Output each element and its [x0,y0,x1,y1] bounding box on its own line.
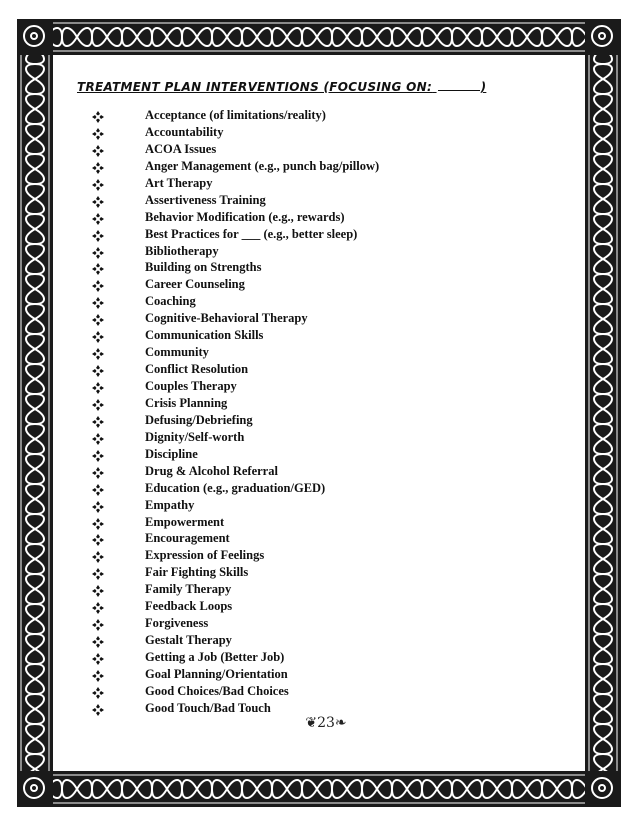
diamond-bullet-icon [92,379,104,391]
diamond-bullet-icon [92,531,104,543]
list-item [92,598,532,615]
list-item-label: Crisis Planning [145,395,228,410]
heading-text: TREATMENT PLAN INTERVENTIONS (FOCUSING ON: [77,80,433,94]
diamond-bullet-icon [92,125,104,137]
corner-ornament-top-right [585,19,621,55]
chain-pattern-top [17,19,621,55]
list-item-label: Fair Fighting Skills [145,565,249,580]
list-item [92,124,532,141]
list-item-label: Communication Skills [145,328,264,343]
page-number [286,715,366,731]
list-item [92,243,532,260]
diamond-bullet-icon [92,447,104,459]
diamond-bullet-icon [92,701,104,713]
list-item [92,666,532,683]
diamond-bullet-icon [92,176,104,188]
diamond-bullet-icon [92,430,104,442]
list-item-label: Education (e.g., graduation/GED) [145,480,326,495]
diamond-bullet-icon [92,633,104,645]
list-item-label: Good Choices/Bad Choices [145,683,289,698]
list-item-label: Cognitive-Behavioral Therapy [145,311,308,326]
list-item-label: Drug & Alcohol Referral [145,463,278,478]
diamond-bullet-icon [92,413,104,425]
list-item [92,395,532,412]
diamond-bullet-icon [92,599,104,611]
corner-ornament-bottom-left [17,771,53,807]
diamond-bullet-icon [92,565,104,577]
list-item [92,361,532,378]
diamond-bullet-icon [92,464,104,476]
list-item-label: Community [145,345,209,360]
list-item [92,141,532,158]
diamond-bullet-icon [92,277,104,289]
list-item [92,649,532,666]
list-item-label: Empathy [145,497,195,512]
diamond-bullet-icon [92,498,104,510]
list-item-label: Goal Planning/Orientation [145,666,288,681]
list-item-label: Assertiveness Training [145,192,266,207]
list-item-label: Behavior Modification (e.g., rewards) [145,209,345,224]
list-item [92,497,532,514]
list-item-label: Accountability [145,124,224,139]
diamond-bullet-icon [92,142,104,154]
list-item-label: Expression of Feelings [145,548,265,563]
list-item-label: Art Therapy [145,175,213,190]
interventions-list [92,107,532,717]
list-item-label: Encouragement [145,531,230,546]
list-item-label: Best Practices for ___ (e.g., better sleep) [145,226,358,241]
list-item [92,683,532,700]
list-item [92,378,532,395]
list-item [92,344,532,361]
list-item [92,412,532,429]
border-bottom-chain [17,771,621,807]
diamond-bullet-icon [92,362,104,374]
list-item-label: Dignity/Self-worth [145,429,245,444]
diamond-bullet-icon [92,548,104,560]
list-item-label: Defusing/Debriefing [145,412,253,427]
list-item-label: Empowerment [145,514,225,529]
page-number-left-ornament: ❦ [305,715,318,731]
corner-ornament-top-left [17,19,53,55]
page-heading [77,80,486,94]
chain-pattern-right [585,19,621,807]
diamond-bullet-icon [92,667,104,679]
chain-pattern-bottom [17,771,621,807]
diamond-bullet-icon [92,396,104,408]
list-item [92,446,532,463]
list-item-label: Acceptance (of limitations/reality) [145,108,326,122]
diamond-bullet-icon [92,515,104,527]
border-left-chain [17,19,53,807]
list-item [92,581,532,598]
page-number-value: 23 [317,715,335,731]
list-item [92,158,532,175]
list-item [92,547,532,564]
diamond-bullet-icon [92,582,104,594]
diamond-bullet-icon [92,311,104,323]
diamond-bullet-icon [92,328,104,340]
list-item [92,480,532,497]
list-item-label: Gestalt Therapy [145,633,232,648]
list-item-label: Good Touch/Bad Touch [145,700,271,715]
list-item-label: Bibliotherapy [145,243,219,258]
list-item [92,310,532,327]
list-item-label: Family Therapy [145,582,232,597]
diamond-bullet-icon [92,244,104,256]
diamond-bullet-icon [92,159,104,171]
list-item-label: Conflict Resolution [145,362,249,377]
diamond-bullet-icon [92,227,104,239]
diamond-bullet-icon [92,193,104,205]
list-item [92,564,532,581]
list-item [92,293,532,310]
list-item [92,530,532,547]
diamond-bullet-icon [92,345,104,357]
diamond-bullet-icon [92,616,104,628]
heading-blank [438,90,480,91]
heading-close: ) [480,80,487,94]
list-item [92,615,532,632]
border-right-chain [585,19,621,807]
list-item-label: Career Counseling [145,277,245,292]
list-item [92,175,532,192]
list-item-label: Feedback Loops [145,599,233,614]
page-number-right-ornament: ❧ [334,715,347,731]
diamond-bullet-icon [92,108,104,120]
list-item [92,192,532,209]
list-item-label: Discipline [145,446,198,461]
diamond-bullet-icon [92,684,104,696]
list-item-label: Getting a Job (Better Job) [145,650,285,664]
corner-ornament-bottom-right [585,771,621,807]
list-item [92,226,532,243]
list-item-label: Coaching [145,294,196,309]
border-top-chain [17,19,621,55]
diamond-bullet-icon [92,294,104,306]
list-item [92,209,532,226]
list-item-label: Building on Strengths [145,260,262,275]
list-item-label: ACOA Issues [145,141,217,156]
list-item [92,276,532,293]
diamond-bullet-icon [92,210,104,222]
diamond-bullet-icon [92,650,104,662]
list-item [92,327,532,344]
diamond-bullet-icon [92,260,104,272]
list-item-label: Forgiveness [145,616,209,631]
list-item [92,107,532,124]
diamond-bullet-icon [92,481,104,493]
list-item [92,259,532,276]
list-item [92,429,532,446]
list-item [92,514,532,531]
list-item-label: Anger Management (e.g., punch bag/pillow) [145,158,380,173]
chain-pattern-left [17,19,53,807]
list-item [92,463,532,480]
list-item [92,632,532,649]
list-item-label: Couples Therapy [145,379,237,393]
